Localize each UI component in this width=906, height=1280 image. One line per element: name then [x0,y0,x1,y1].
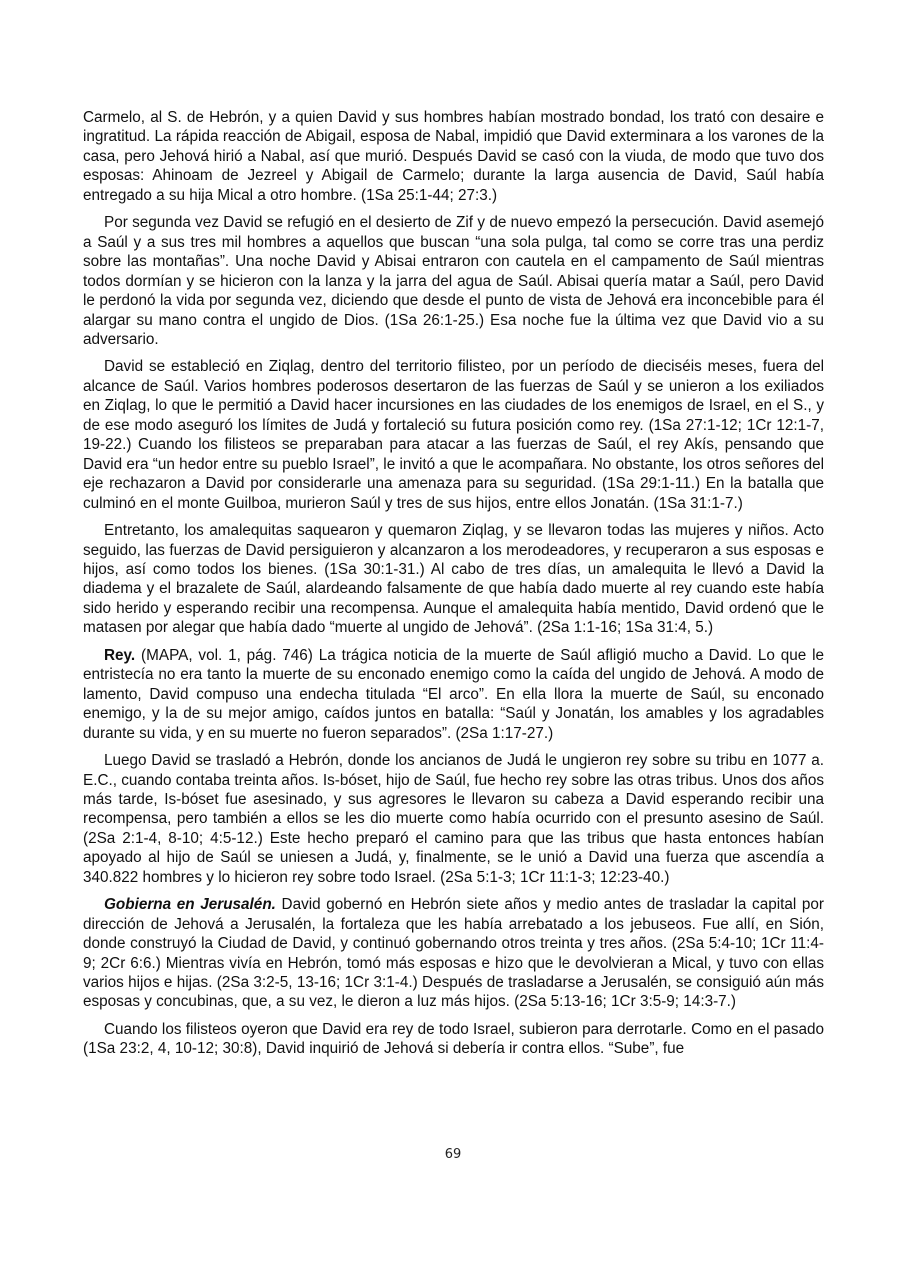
section-heading-rey: Rey. [104,646,136,664]
page-number: 69 [444,1147,462,1162]
paragraph-1 [83,108,824,205]
paragraph-7 [83,895,824,1012]
paragraph-5 [83,646,824,743]
paragraph-2 [83,213,824,349]
paragraph-6 [83,751,824,887]
paragraph-8 [83,1020,824,1059]
paragraph-6-text: Luego David se trasladó a Hebrón, donde los ancianos de Judá le ungieron rey sobre su tribu en 1077 a. E.C., cuando contaba treinta años. Is-bóset, hijo de Saúl, fue hecho rey sobre las otras tribus. Unos dos años más tarde, Is-bóset fue asesinado, y sus agresores le llevaron su cabeza a David esperando recibir una recompensa, pero también a ellos se les dio muerte como había ocurrido con el presunto asesino de Saúl. (2Sa 2:1-4, 8-10; 4:5-12.) Este hecho preparó el camino para que las tribus que hasta entonces habían apoyado al hijo de Saúl se uniesen a Judá, y, finalmente, se le unió a David una fuerza que ascendía a 340.822 hombres y lo hicieron rey sobre todo Israel. (2Sa 5:1-3; 1Cr 11:1-3; 12:23-40.) [83,752,824,886]
paragraph-4 [83,521,824,638]
section-heading-gobierna: Gobierna en Jerusalén. [104,896,276,914]
paragraph-5-text: (MAPA, vol. 1, pág. 746) La trágica noticia de la muerte de Saúl afligió mucho a David. Lo que le entristecía no era tanto la muerte de su enconado enemigo como la caída del ungido de Jehová. A modo de lamento, David compuso una endecha titulada “El arco”. En ella llora la muerte de Saúl, su enconado enemigo, y la de su mejor amigo, caídos juntos en batalla: “Saúl y Jonatán, los amables y los agradables durante su vida, y en su muerte no fueron separados”. (2Sa 1:17-27.) [83,646,824,742]
paragraph-2-text: Por segunda vez David se refugió en el desierto de Zif y de nuevo empezó la persecución. David asemejó a Saúl y a sus tres mil hombres a aquellos que buscan “una sola pulga, tal como se corre tras una perdiz sobre las montañas”. Una noche David y Abisai entraron con cautela en el campamento de Saúl mientras todos dormían y se hicieron con la lanza y la jarra del agua de Saúl. Abisai quería matar a Saúl, pero David le perdonó la vida por segunda vez, diciendo que desde el punto de vista de Jehová era inconcebible para él alargar su mano contra el ungido de Dios. (1Sa 26:1-25.) Esa noche fue la última vez que David vio a su adversario. [83,214,824,348]
paragraph-1-text: Carmelo, al S. de Hebrón, y a quien David y sus hombres habían mostrado bondad, los trató con desaire e ingratitud. La rápida reacción de Abigail, esposa de Nabal, impidió que David exterminara a los varones de la casa, pero Jehová hirió a Nabal, así que murió. Después David se casó con la viuda, de modo que tuvo dos esposas: Ahinoam de Jezreel y Abigail de Carmelo; durante la larga ausencia de David, Saúl había entregado a su hija Mical a otro hombre. (1Sa 25:1-44; 27:3.) [83,109,824,204]
paragraph-3 [83,357,824,513]
document-page [83,108,824,1067]
paragraph-8-text: Cuando los filisteos oyeron que David era rey de todo Israel, subieron para derrotarle. Como en el pasado (1Sa 23:2, 4, 10-12; 30:8), David inquirió de Jehová si debería ir contra ellos. “Sube”, fue [83,1020,824,1058]
paragraph-4-text: Entretanto, los amalequitas saquearon y quemaron Ziqlag, y se llevaron todas las mujeres y niños. Acto seguido, las fuerzas de David persiguieron y alcanzaron a los merodeadores, y recuperaron a sus esposas e hijos, así como todos los bienes. (1Sa 30:1-31.) Al cabo de tres días, un amalequita le llevó a David la diadema y el brazalete de Saúl, alardeando falsamente de que había dado muerte al rey cuando este había sido herido y esperando recibir una recompensa. Aunque el amalequita había mentido, David ordenó que le matasen por alegar que había dado “muerte al ungido de Jehová”. (2Sa 1:1-16; 1Sa 31:4, 5.) [83,522,824,637]
paragraph-3-text: David se estableció en Ziqlag, dentro del territorio filisteo, por un período de dieciséis meses, fuera del alcance de Saúl. Varios hombres poderosos desertaron de las fuerzas de Saúl y se unieron a los exiliados en Ziqlag, lo que le permitió a David hacer incursiones en las ciudades de los enemigos de Israel, en el S., y de ese modo aseguró los límites de Judá y fortaleció su futura posición como rey. (1Sa 27:1-12; 1Cr 12:1-7, 19-22.) Cuando los filisteos se preparaban para atacar a las fuerzas de Saúl, el rey Akís, pensando que David era “un hedor entre su pueblo Israel”, le invitó a que le acompañara. No obstante, los otros señores del eje rechazaron a David por considerarle una amenaza para su seguridad. (1Sa 29:1-11.) En la batalla que culminó en el monte Guilboa, murieron Saúl y tres de sus hijos, entre ellos Jonatán. (1Sa 31:1-7.) [83,358,824,512]
paragraph-7-text: David gobernó en Hebrón siete años y medio antes de trasladar la capital por dirección de Jehová a Jerusalén, la fortaleza que les había arrebatado a los jebuseos. Fue allí, en Sión, donde construyó la Ciudad de David, y continuó gobernando otros treinta y tres años. (2Sa 5:4-10; 1Cr 11:4-9; 2Cr 6:6.) Mientras vivía en Hebrón, tomó más esposas e hizo que le devolvieran a Mical, y tuvo con ellas varios hijos e hijas. (2Sa 3:2-5, 13-16; 1Cr 3:1-4.) Después de trasladarse a Jerusalén, se consiguió aún más esposas y concubinas, que, a su vez, le dieron a luz más hijos. (2Sa 5:13-16; 1Cr 3:5-9; 14:3-7.) [83,896,824,1011]
